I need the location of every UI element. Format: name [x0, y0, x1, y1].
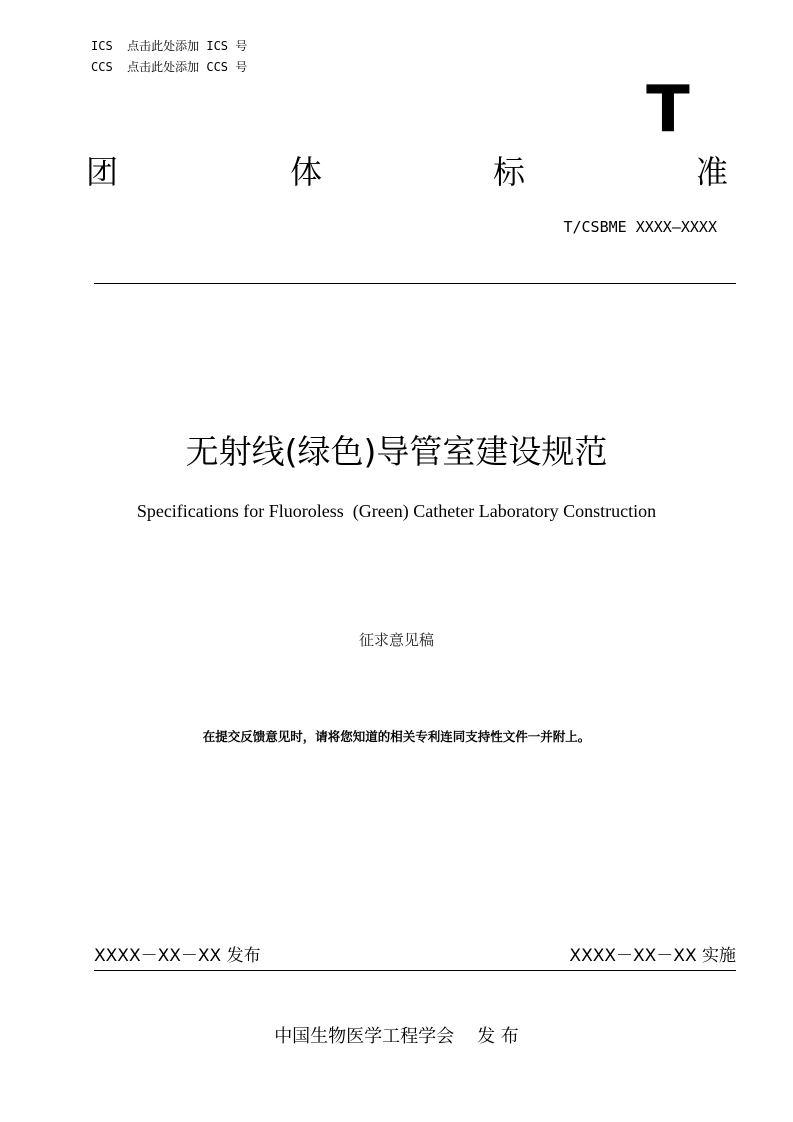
publisher: 中国生物医学工程学会 发 布 — [274, 1026, 519, 1047]
header-divider — [94, 283, 736, 284]
doc-type-char: 体 — [290, 153, 323, 191]
doc-type-char: 团 — [86, 153, 119, 191]
document-title-english: Specifications for Fluoroless (Green) Catheter Laboratory Construction — [136, 501, 657, 521]
doc-type-char: 准 — [696, 153, 729, 191]
document-title-chinese: 无射线(绿色)导管室建设规范 — [185, 432, 608, 471]
ics-number: ICS 点击此处添加 ICS 号 — [91, 39, 248, 53]
footer-divider — [94, 970, 736, 971]
standard-category-letter: T — [646, 73, 690, 147]
doc-type-char: 标 — [493, 153, 526, 191]
patent-notice: 在提交反馈意见时，请将您知道的相关专利连同支持性文件一并附上。 — [202, 729, 591, 744]
standard-number: T/CSBME XXXX—XXXX — [563, 218, 717, 236]
publish-date: XXXX－XX－XX 发布 — [94, 946, 261, 966]
draft-status: 征求意见稿 — [358, 631, 434, 649]
ccs-number: CCS 点击此处添加 CCS 号 — [91, 60, 248, 74]
implement-date: XXXX－XX－XX 实施 — [569, 946, 736, 966]
